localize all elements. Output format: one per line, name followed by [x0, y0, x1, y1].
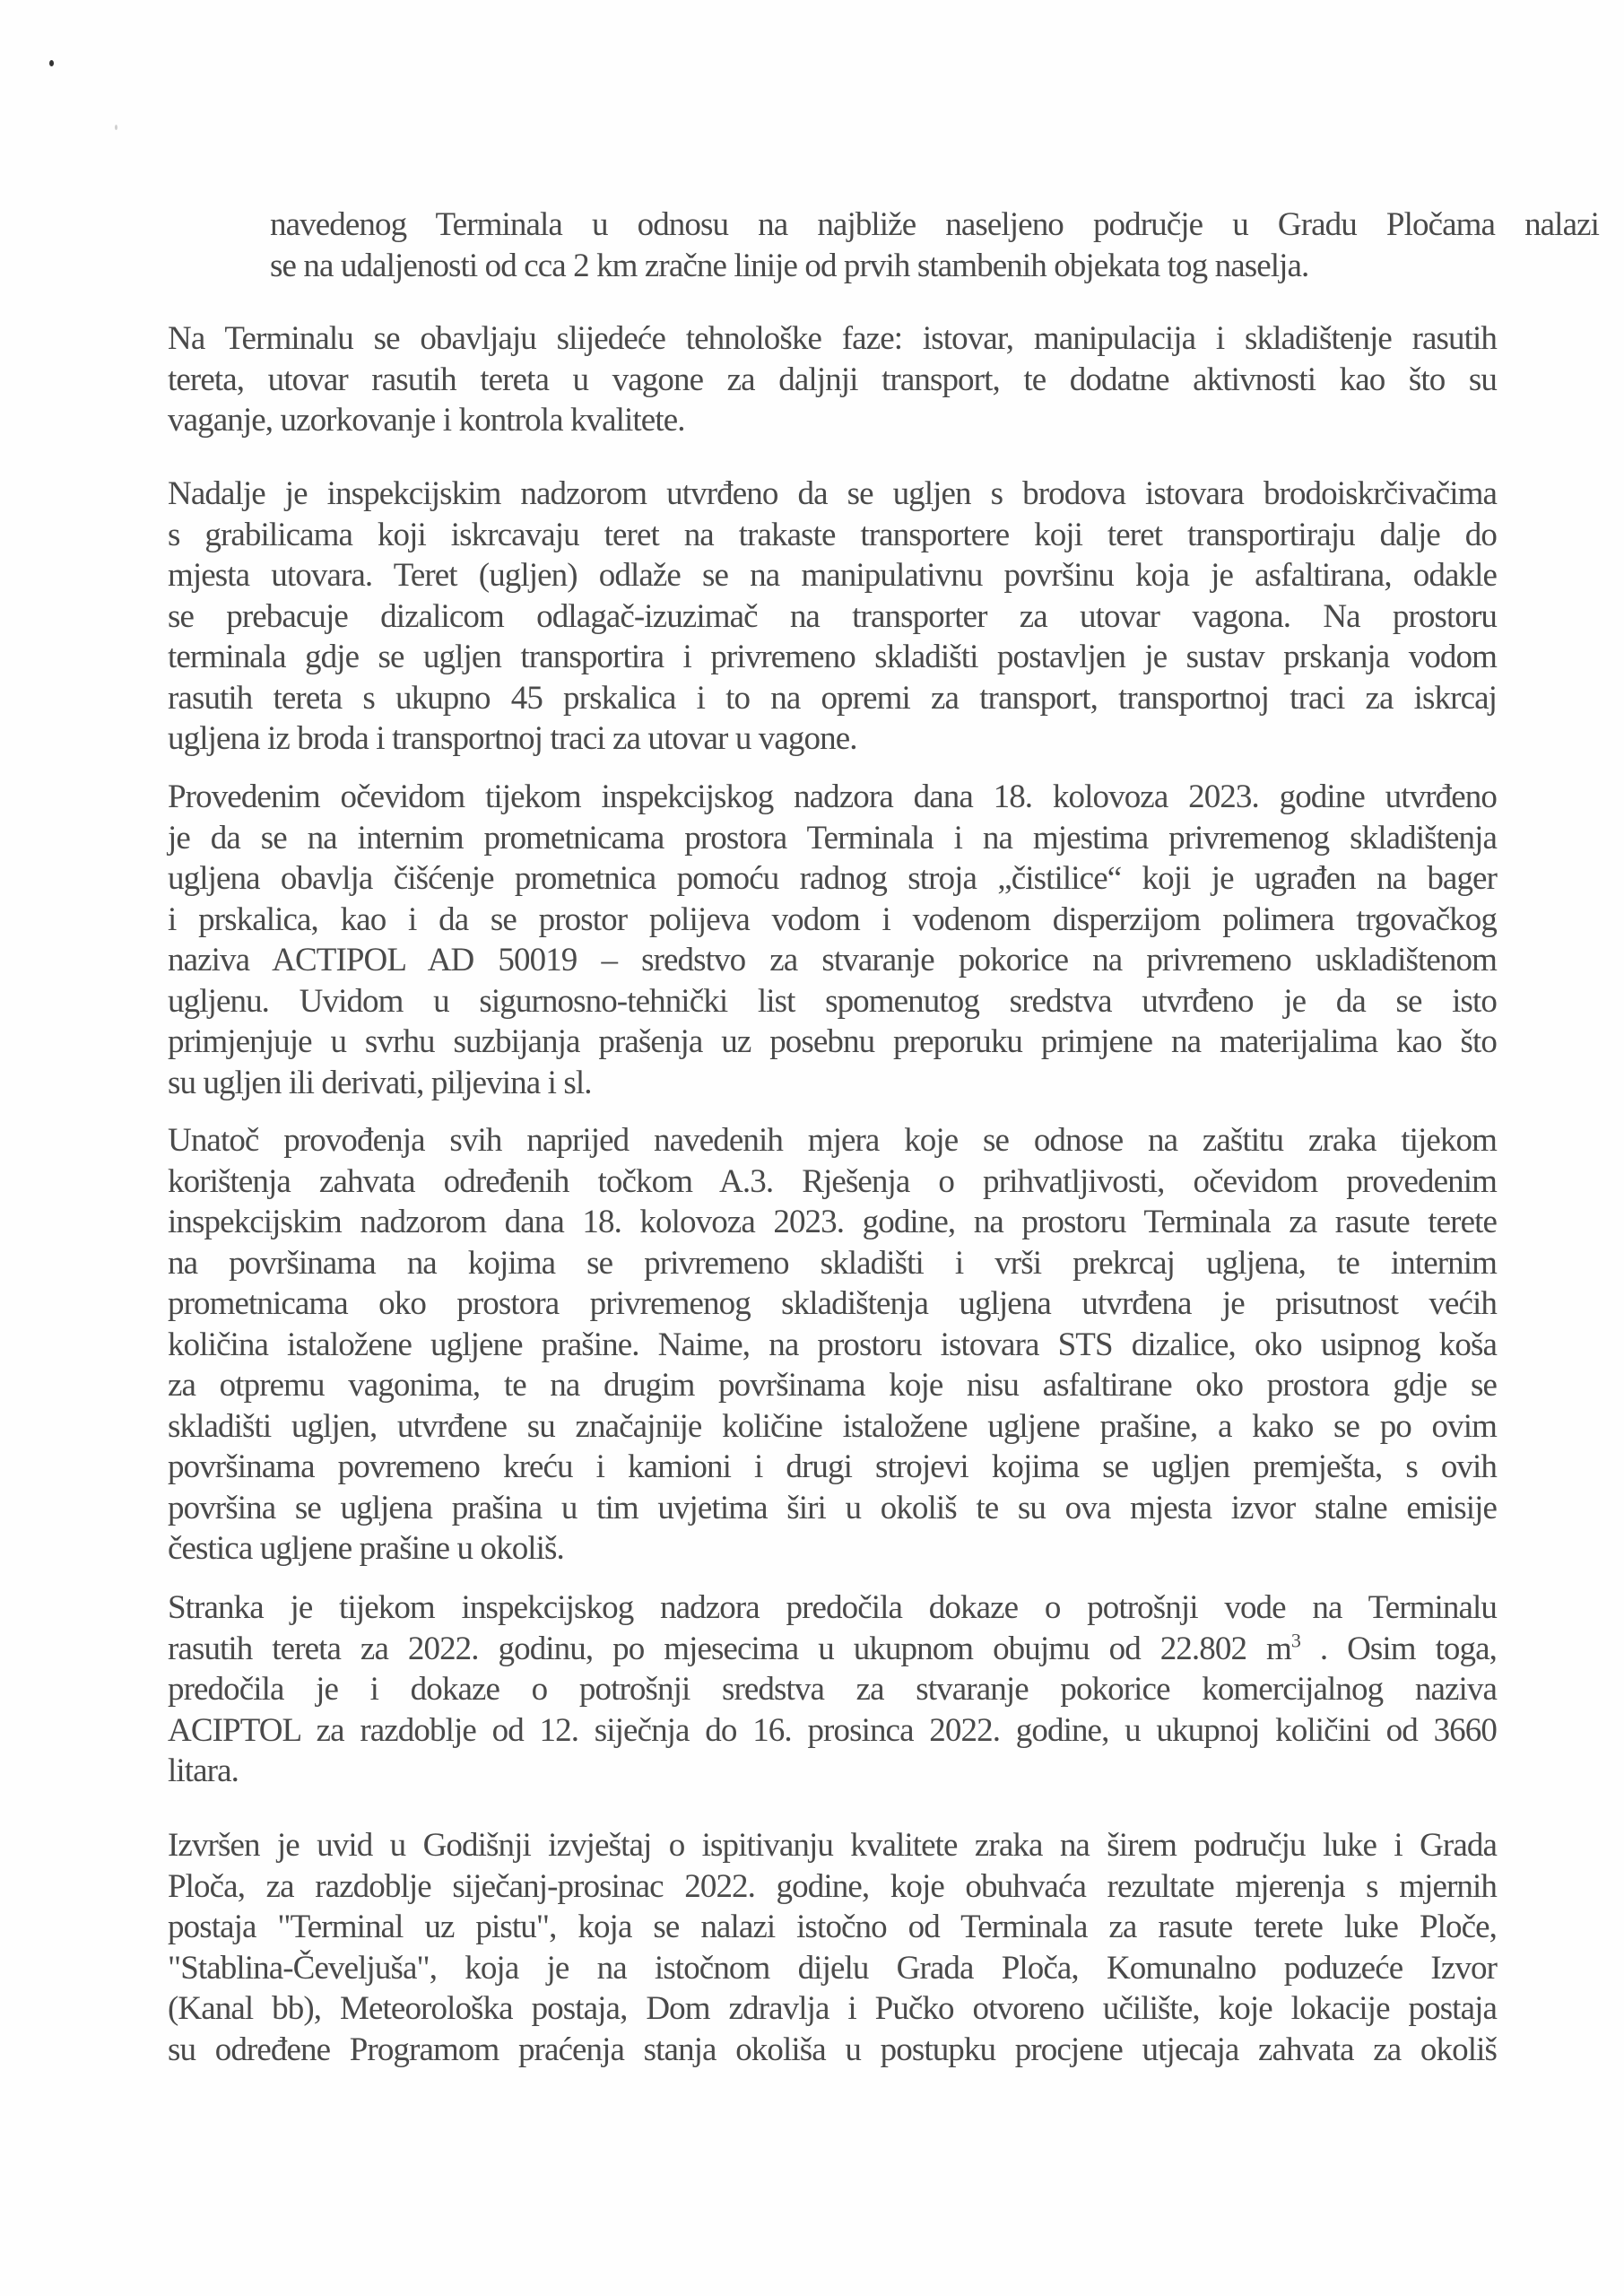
text-line: Izvršen je uvid u Godišnji izvještaj o ispitivanju kvalitete zraka na širem području luke i Grada — [168, 1827, 1497, 1864]
text-line: rasutih tereta s ukupno 45 prskalica i to na opremi za transport, transportnoj traci za iskrcaj — [168, 679, 1497, 717]
scan-speck — [49, 60, 54, 66]
text-line: terminala gdje se ugljen transportira i privremeno skladišti postavljen je sustav prskanja vodom — [168, 639, 1497, 675]
text-line: površina se ugljena prašina u tim uvjetima širi u okoliš te su ova mjesta izvor stalne emisije — [168, 1489, 1497, 1526]
text-line: postaja "Terminal uz pistu", koja se nalazi istočno od Terminala za rasute terete luke Ploče, — [168, 1909, 1497, 1945]
paragraph-continuation — [168, 204, 1599, 286]
paragraph-water-consumption — [168, 1587, 1497, 1792]
text-line: za otpremu vagonima, te na drugim površinama koje nisu asfaltirane oko prostora gdje se — [168, 1367, 1497, 1404]
text-line: količina istaložene ugljene prašine. Naime, na prostoru istovara STS dizalice, oko usipnog koša — [168, 1326, 1497, 1363]
text-line: ACIPTOL za razdoblje od 12. siječnja do 16. prosinca 2022. godine, u ukupnoj količini od 3660 — [168, 1711, 1497, 1749]
text-line: primjenjuje u svrhu suzbijanja prašenja uz posebnu preporuku primjene na materijalima kao što — [168, 1023, 1497, 1060]
text-line: ugljena obavlja čišćenje prometnica pomoću radnog stroja „čistilice“ koji je ugrađen na bager — [168, 860, 1497, 897]
text-line: prometnicama oko prostora privremenog skladištenja ugljena utvrđena je prisutnost većih — [168, 1285, 1497, 1322]
text-line: se prebacuje dizalicom odlagač-izuzimač na transporter za utovar vagona. Na prostoru — [168, 597, 1497, 635]
text-line: ugljena iz broda i transportnoj traci za utovar u vagone. — [168, 720, 857, 757]
text-line: i prskalica, kao i da se prostor polijeva vodom i vodenom disperzijom polimera trgovačkog — [168, 900, 1497, 938]
text-line: se na udaljenosti od cca 2 km zračne linije od prvih stambenih objekata tog naselja. — [270, 247, 1309, 284]
text-line: Unatoč provođenja svih naprijed navedenih mjera koje se odnose na zaštitu zraka tijekom — [168, 1122, 1497, 1159]
text-line: je da se na internim prometnicama prostora Terminala i na mjestima privremenog skladištenja — [168, 819, 1497, 857]
text-line: tereta, utovar rasutih tereta u vagone za daljnji transport, te dodatne aktivnosti kao što su — [168, 361, 1497, 398]
text-line: Ploča, za razdoblje siječanj-prosinac 2022. godine, koje obuhvaća rezultate mjerenja s mjernih — [168, 1867, 1497, 1905]
text-line: Nadalje je inspekcijskim nadzorom utvrđeno da se ugljen s brodova istovara brodoiskrčivačima — [168, 475, 1497, 512]
text-segment: . Osim toga, — [1299, 1630, 1497, 1667]
text-line: s grabilicama koji iskrcavaju teret na trakaste transportere koji teret transportiraju dalje do — [168, 516, 1497, 553]
text-line: "Stablina-Čeveljuša", koja je na istočnom dijelu Grada Ploča, Komunalno poduzeće Izvor — [168, 1949, 1497, 1987]
text-line: korištenja zahvata određenih točkom A.3. Rješenja o prihvatljivosti, očevidom provedenim — [168, 1162, 1497, 1200]
paragraph-technological-phases — [168, 318, 1497, 441]
text-line: Na Terminalu se obavljaju slijedeće tehnološke faze: istovar, manipulacija i skladištenje rasutih — [168, 320, 1497, 357]
text-line: površinama povremeno kreću i kamioni i drugi strojevi kojima se ugljen premješta, s ovih — [168, 1448, 1497, 1485]
text-line: ugljenu. Uvidom u sigurnosno-tehnički list spomenutog sredstva utvrđeno je da se isto — [168, 982, 1497, 1020]
text-line: su određene Programom praćenja stanja okoliša u postupku procjene utjecaja zahvata za okoliš — [168, 2031, 1497, 2068]
text-line: naziva ACTIPOL AD 50019 – sredstvo za stvaranje pokorice na privremeno uskladištenom — [168, 942, 1497, 978]
superscript-unit: 3 — [1290, 1629, 1300, 1652]
text-line: litara. — [168, 1752, 239, 1789]
text-line: na površinama na kojima se privremeno skladišti i vrši prekrcaj ugljena, te internim — [168, 1244, 1497, 1282]
text-line: navedenog Terminala u odnosu na najbliže naseljeno područje u Gradu Pločama nalazi — [270, 206, 1599, 243]
text-line: (Kanal bb), Meteorološka postaja, Dom zdravlja i Pučko otvoreno učilište, koje lokacije postaja — [168, 1990, 1497, 2027]
text-line: su ugljen ili derivati, piljevina i sl. — [168, 1064, 592, 1101]
text-segment: rasutih tereta za 2022. godinu, po mjesecima u ukupnom obujmu od 22.802 m — [168, 1630, 1291, 1667]
text-line: Provedenim očevidom tijekom inspekcijskog nadzora dana 18. kolovoza 2023. godine utvrđeno — [168, 778, 1497, 815]
text-line-with-superscript — [168, 1629, 1497, 1670]
text-line: skladišti ugljen, utvrđene su značajnije količine istaložene ugljene prašine, a kako se po ovim — [168, 1407, 1497, 1445]
text-line: predočila je i dokaze o potrošnji sredstva za stvaranje pokorice komercijalnog naziva — [168, 1671, 1497, 1708]
paragraph-inspection-findings — [168, 777, 1497, 1103]
text-line: Stranka je tijekom inspekcijskog nadzora predočila dokaze o potrošnji vode na Terminalu — [168, 1589, 1497, 1626]
scan-speck — [115, 125, 117, 130]
text-line: čestica ugljene prašine u okoliš. — [168, 1530, 564, 1567]
text-line: mjesta utovara. Teret (ugljen) odlaže se na manipulativnu površinu koja je asfaltirana, odakle — [168, 557, 1497, 594]
text-line: vaganje, uzorkovanje i kontrola kvalitete. — [168, 402, 685, 439]
paragraph-unloading-process — [168, 474, 1497, 760]
text-line: inspekcijskim nadzorom dana 18. kolovoza 2023. godine, na prostoru Terminala za rasute terete — [168, 1204, 1497, 1240]
paragraph-air-quality-report — [168, 1825, 1497, 2070]
paragraph-coal-dust-emission — [168, 1120, 1497, 1570]
